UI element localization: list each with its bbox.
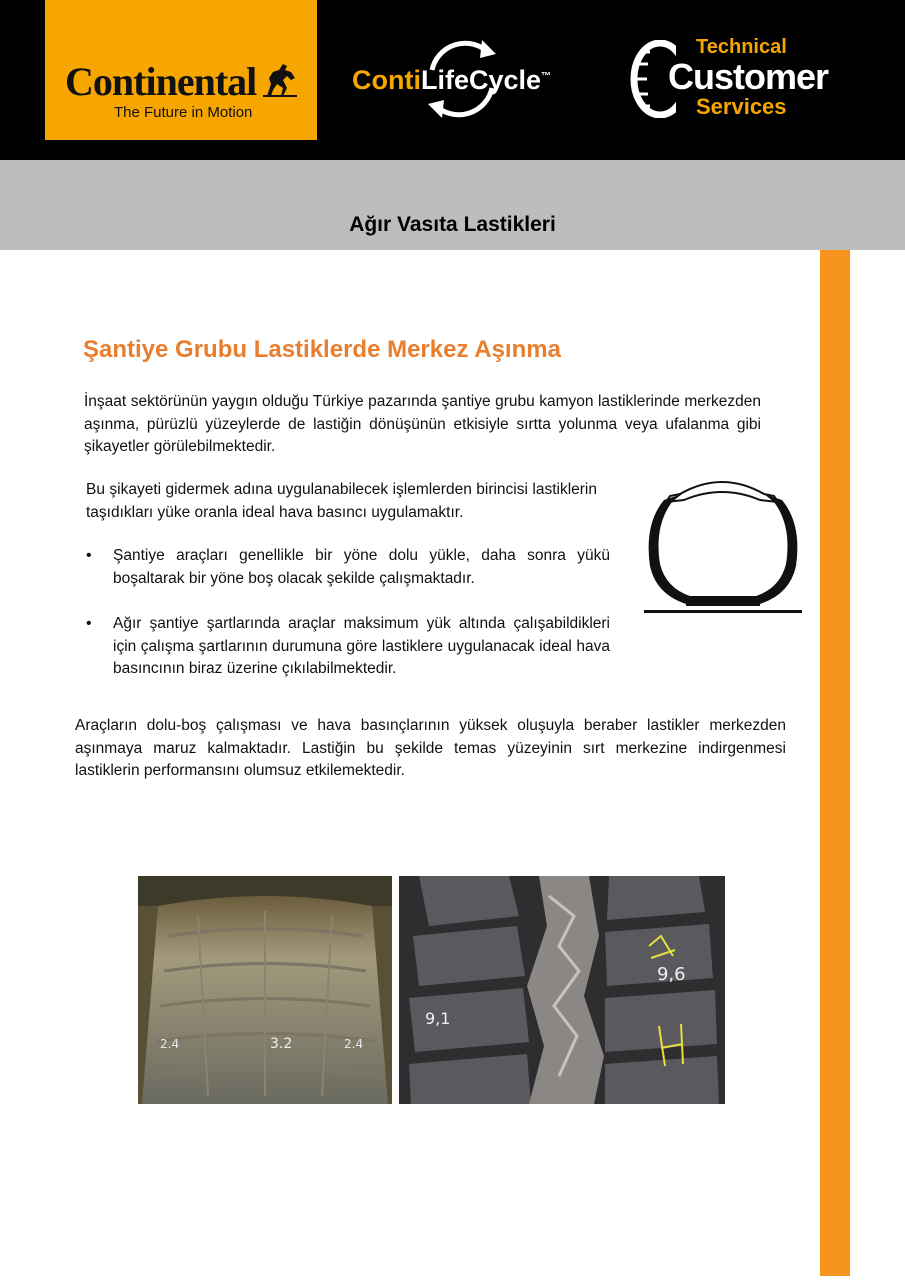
tread-depth-label: 2.4: [344, 1037, 364, 1051]
brand-name: Continental: [65, 59, 257, 104]
tcs-line-technical: Technical: [696, 36, 787, 58]
tread-depth-label: 2.4: [160, 1037, 180, 1051]
worn-tread-photo-left: [138, 876, 392, 1104]
accent-sidebar-bar: [820, 250, 850, 1276]
continental-logo: [45, 0, 317, 140]
tread-depth-label: 3.2: [270, 1036, 293, 1052]
solution-paragraph: Bu şikayeti gidermek adına uygulanabilecek işlemlerden birincisi lastiklerin taşıdıkları yüke oranla ideal hava basıncı uygulamaktır.: [86, 481, 597, 521]
intro-paragraph: İnşaat sektörünün yaygın olduğu Türkiye pazarında şantiye grubu kamyon lastiklerinde merkezden aşınma, pürüzlü yüzeylerde de lastiğin dönüşünün etkisiyle sırtta yolunma veya ufalanma gibi şikayetler görülebilmektedir.: [84, 393, 761, 455]
header-banner: [0, 0, 905, 160]
wordmark-lifecycle: LifeCycle: [420, 65, 542, 95]
conclusion-paragraph: Araçların dolu-boş çalışması ve hava basınçlarının yüksek oluşuyla beraber lastikler merkezden aşınmaya maruz kalmaktadır. Lastiğin bu şekilde temas yüzeyinin sırt merkezine indirgenmesi lastiklerin performansını olumsuz etkilemektedir.: [75, 717, 786, 779]
tread-depth-label: 9,6: [657, 964, 686, 985]
tire-cross-section-diagram: [642, 476, 804, 618]
technical-customer-services-logo: [630, 36, 830, 126]
horse-icon: [261, 62, 299, 98]
tread-depth-label: 9,1: [425, 1009, 451, 1028]
contilifecycle-wordmark: [352, 65, 551, 96]
chunked-tread-photo-right: [399, 876, 725, 1104]
section-title: Ağır Vasıta Lastikleri: [349, 213, 556, 236]
bullet-list: [86, 545, 610, 704]
list-item: • Ağır şantiye şartlarında araçlar maksimum yük altında çalışabildikleri için çalışma şartlarının durumuna göre lastiklere uygulanacak ideal hava basıncının biraz üzerine çıkılabilmektedir.: [86, 613, 610, 681]
tcs-line-services: Services: [696, 94, 787, 119]
list-item: • Şantiye araçları genellikle bir yöne dolu yükle, daha sonra yükü boşaltarak bir yöne boş olacak şekilde çalışmaktadır.: [86, 545, 610, 590]
trademark-symbol: ™: [541, 71, 552, 82]
brand-tagline: The Future in Motion: [114, 104, 253, 121]
contilifecycle-logo: [352, 30, 592, 130]
article-title: Şantiye Grubu Lastiklerde Merkez Aşınma: [83, 336, 561, 363]
wordmark-conti: Conti: [352, 65, 421, 95]
tcs-line-customer: Customer: [668, 56, 829, 97]
